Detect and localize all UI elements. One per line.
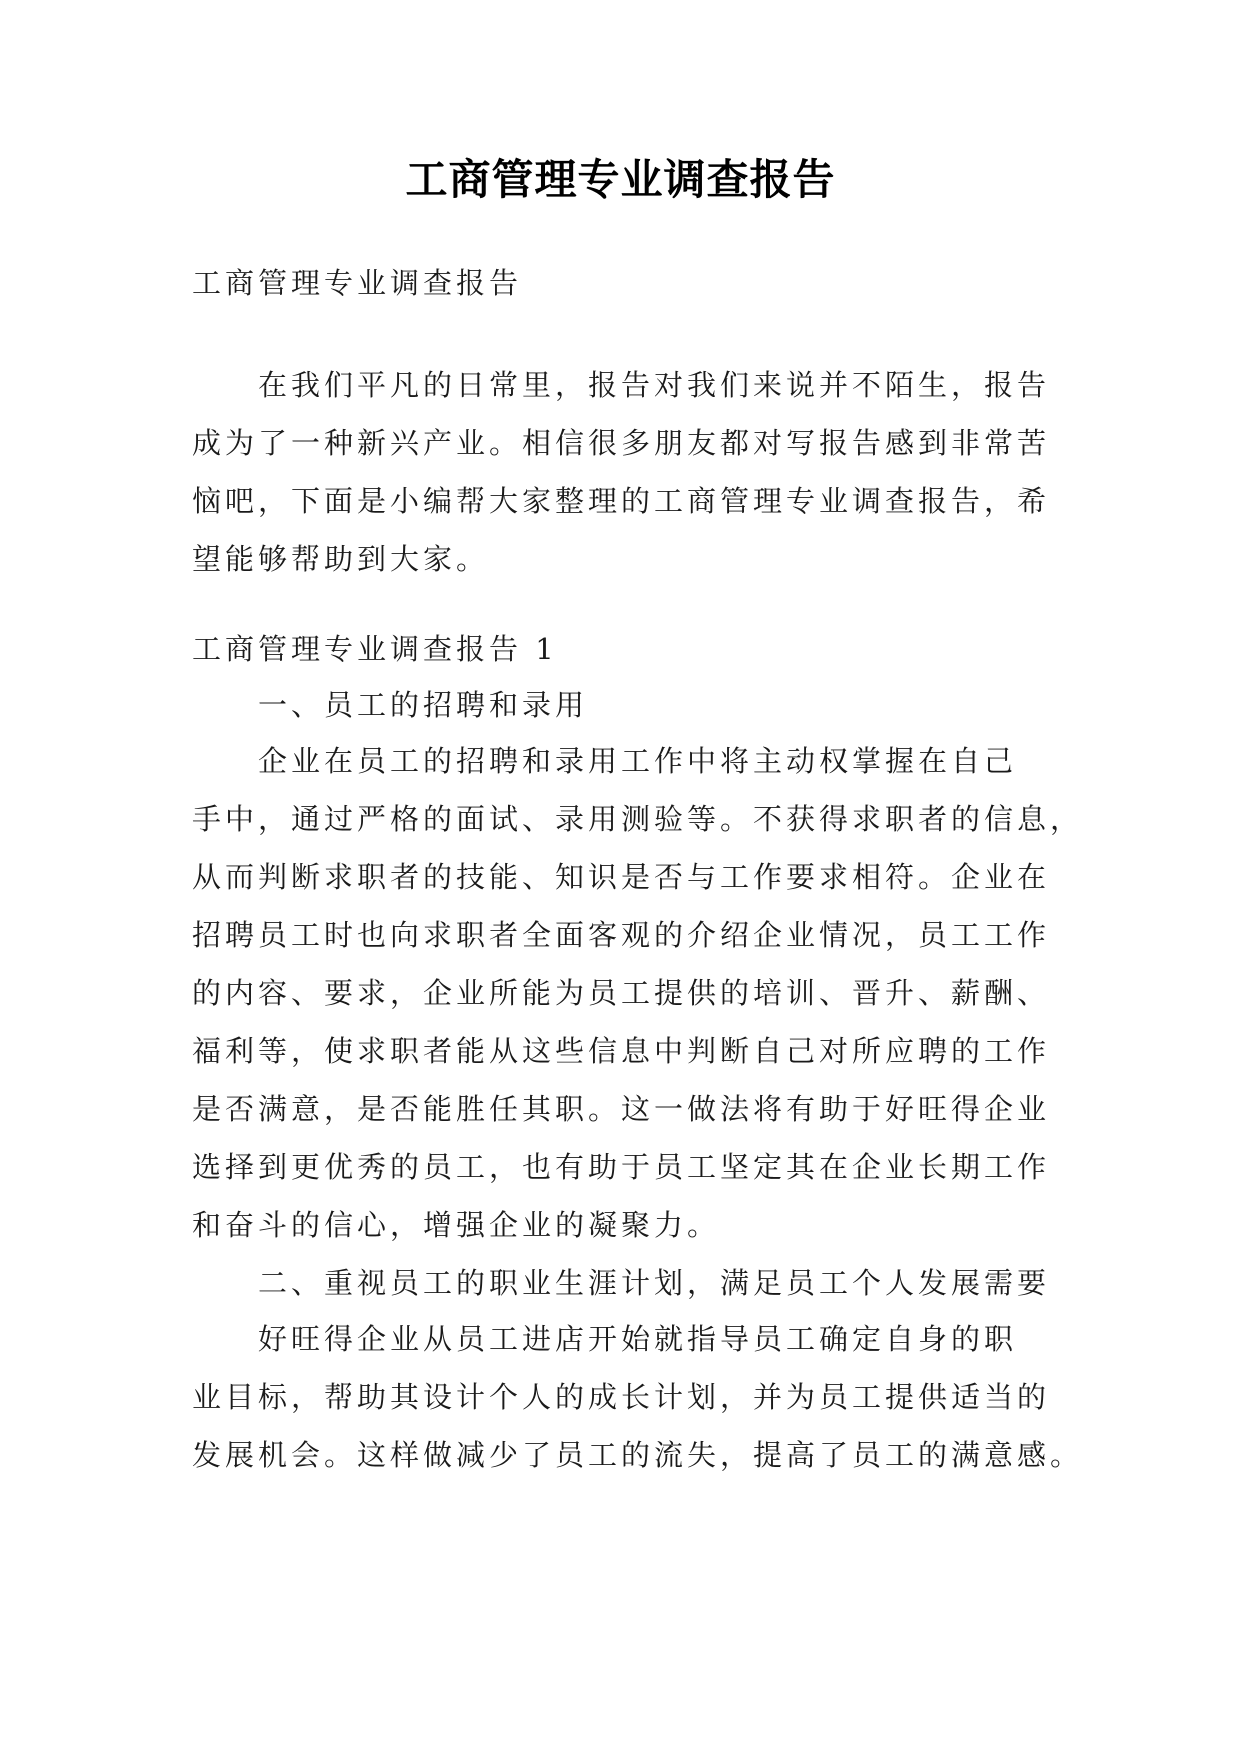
paragraph-line: 是否满意，是否能胜任其职。这一做法将有助于好旺得企业: [192, 1092, 1051, 1126]
document-title: 工商管理专业调查报告: [405, 155, 836, 204]
paragraph-line: 发展机会。这样做减少了员工的流失，提高了员工的满意感。: [192, 1438, 1084, 1472]
paragraph-line: 手中，通过严格的面试、录用测验等。不获得求职者的信息，: [192, 802, 1084, 836]
document-subtitle: 工商管理专业调查报告: [192, 266, 523, 300]
paragraph-line: 选择到更优秀的员工，也有助于员工坚定其在企业长期工作: [192, 1150, 1051, 1184]
intro-paragraph: [192, 356, 1052, 588]
paragraph-career: [192, 1310, 1084, 1484]
paragraph-recruitment: [192, 732, 1084, 1254]
paragraph-line: 企业在员工的招聘和录用工作中将主动权掌握在自己: [258, 744, 1018, 778]
paragraph-line: 从而判断求职者的技能、知识是否与工作要求相符。企业在: [192, 860, 1051, 894]
section-title: 工商管理专业调查报告 1: [192, 632, 558, 666]
intro-line: 望能够帮助到大家。: [192, 542, 490, 576]
intro-line: 恼吧，下面是小编帮大家整理的工商管理专业调查报告，希: [192, 484, 1051, 518]
section-heading-2: 二、重视员工的职业生涯计划，满足员工个人发展需要: [258, 1266, 1051, 1300]
paragraph-line: 和奋斗的信心，增强企业的凝聚力。: [192, 1208, 721, 1242]
intro-line: 成为了一种新兴产业。相信很多朋友都对写报告感到非常苦: [192, 426, 1051, 460]
paragraph-line: 好旺得企业从员工进店开始就指导员工确定自身的职: [258, 1322, 1018, 1356]
intro-line: 在我们平凡的日常里，报告对我们来说并不陌生，报告: [258, 368, 1051, 402]
paragraph-line: 的内容、要求，企业所能为员工提供的培训、晋升、薪酬、: [192, 976, 1051, 1010]
paragraph-line: 招聘员工时也向求职者全面客观的介绍企业情况，员工工作: [192, 918, 1051, 952]
section-heading-1: 一、员工的招聘和录用: [258, 688, 589, 722]
paragraph-line: 业目标，帮助其设计个人的成长计划，并为员工提供适当的: [192, 1380, 1051, 1414]
paragraph-line: 福利等，使求职者能从这些信息中判断自己对所应聘的工作: [192, 1034, 1051, 1068]
